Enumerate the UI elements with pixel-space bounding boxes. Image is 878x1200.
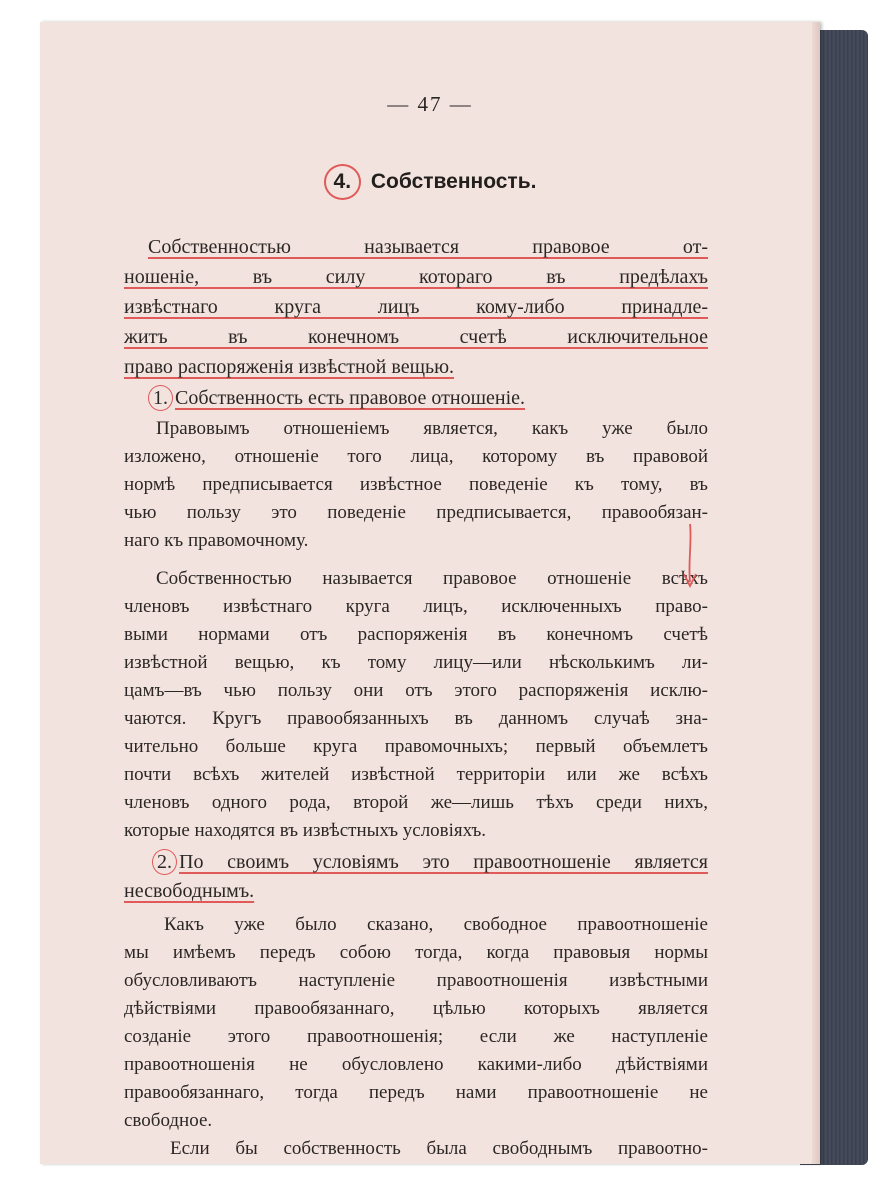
text-line: почти всѣхъ жителей извѣстной территоріи или же всѣхъ [124, 764, 708, 785]
book-page [40, 22, 820, 1164]
text-line: свободное. [124, 1110, 213, 1131]
text-line: ношеніе, въ силу котораго въ предѣлахъ [124, 266, 708, 288]
text-line: изложено, отношеніе того лица, которому въ правовой [124, 446, 708, 467]
page-number: — 47 — [387, 92, 473, 116]
point-1-marker: 1. [148, 385, 173, 411]
text-line: извѣстнаго круга лицъ кому-либо принадле- [124, 296, 708, 318]
text-line: извѣстной вещью, къ тому лицу—или нѣсколькимъ ли- [124, 652, 708, 673]
section-heading [40, 164, 820, 200]
text-line: Собственностью называется правовое от- [148, 236, 708, 258]
text-line: житъ въ конечномъ счетѣ исключительное [124, 326, 708, 348]
text-line: нормѣ предписывается извѣстное поведеніе къ тому, въ [124, 474, 708, 495]
text-line: Какъ уже было сказано, свободное правоотношеніе [164, 914, 708, 935]
text-line: правообязаннаго, тогда передъ нами правоотношеніе не [124, 1082, 708, 1103]
text-line: членовъ одного рода, второй же—лишь тѣхъ среди нихъ, [124, 792, 708, 813]
text-line: Правовымъ отношеніемъ является, какъ уже было [156, 418, 708, 439]
text-line: наго къ правомочному. [124, 530, 309, 551]
text-line: которые находятся въ извѣстныхъ условіяхъ. [124, 820, 487, 841]
section-number: 4. [324, 164, 362, 200]
text-line: правоотношенія не обусловлено какими-либо дѣйствіями [124, 1054, 708, 1075]
text-line: несвободнымъ. [124, 880, 255, 902]
text-line: право распоряженія извѣстной вещью. [124, 356, 455, 378]
point-2-marker: 2. [152, 849, 177, 875]
point-1-line: 1. Собственность есть правовое отношеніе. [148, 385, 708, 411]
text-line: выми нормами отъ распоряженія въ конечномъ счетѣ [124, 624, 708, 645]
text-line: Если бы собственность была свободнымъ правоотно- [170, 1138, 708, 1159]
text-line: Собственностью называется правовое отношеніе всѣхъ [156, 568, 708, 589]
section-title: Собственность. [370, 170, 537, 193]
margin-arrow-icon [680, 522, 700, 592]
text-line: созданіе этого правоотношенія; если же наступленіе [124, 1026, 708, 1047]
text-line: чью пользу это поведеніе предписывается, правообязан- [124, 502, 708, 523]
point-2-line: 2. По своимъ условіямъ это правоотношеніе является [152, 849, 708, 875]
text-line: мы имѣемъ передъ собою тогда, когда правовыя нормы [124, 942, 708, 963]
text-line: членовъ извѣстнаго круга лицъ, исключенныхъ право- [124, 596, 708, 617]
text-line: чаются. Кругъ правообязанныхъ въ данномъ случаѣ зна- [124, 708, 708, 729]
text-line: обусловливаютъ наступленіе правоотношенія извѣстными [124, 970, 708, 991]
text-line: цамъ—въ чью пользу они отъ этого распоряженія исклю- [124, 680, 708, 701]
text-line: чительно больше круга правомочныхъ; первый объемлетъ [124, 736, 708, 757]
text-line: дѣйствіями правообязаннаго, цѣлью которыхъ является [124, 998, 708, 1019]
